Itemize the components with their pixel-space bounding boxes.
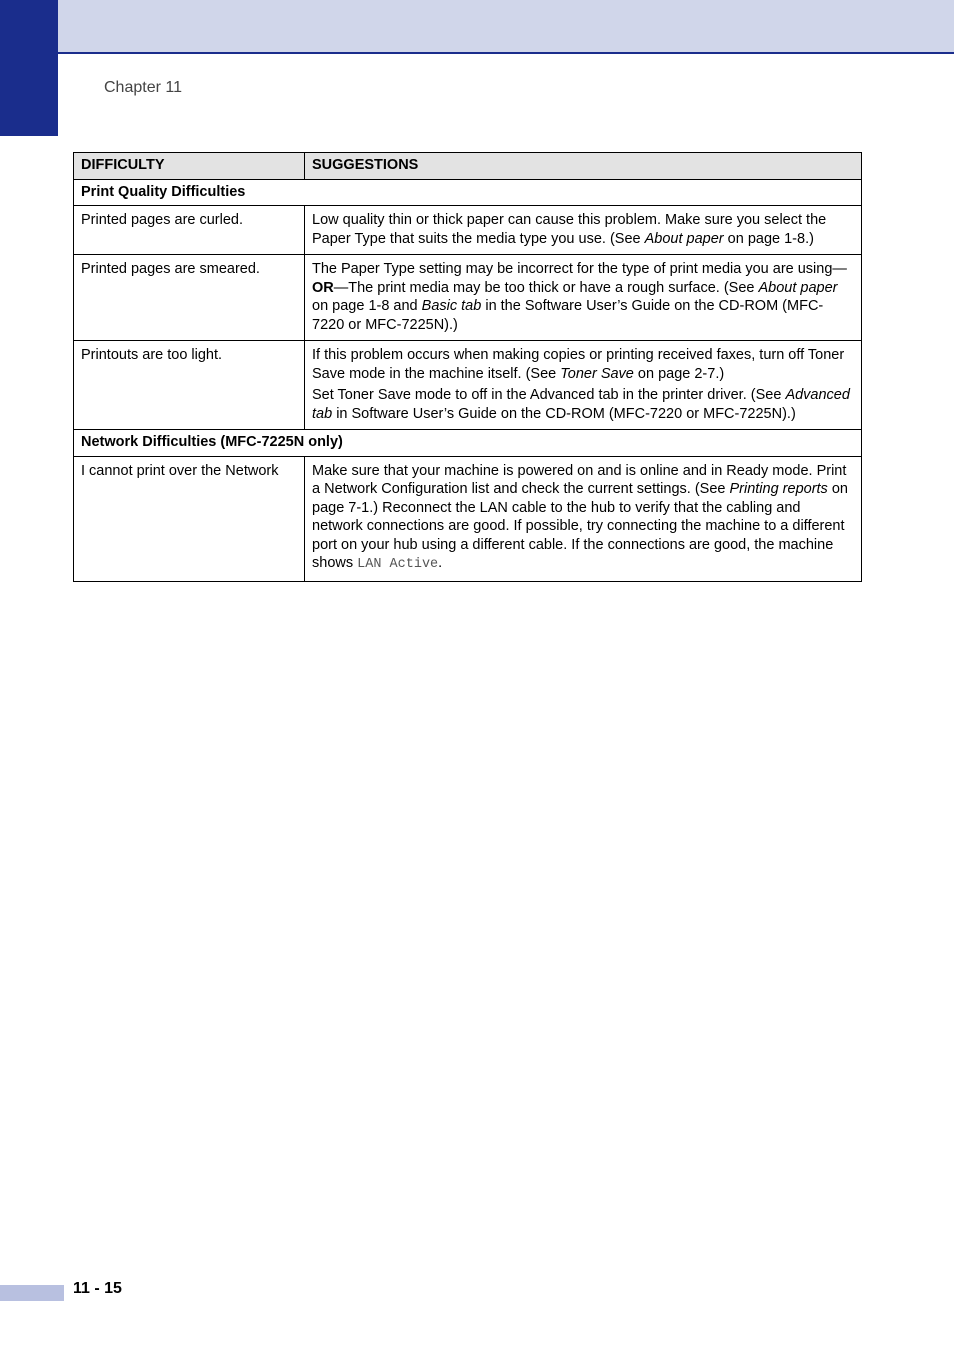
header-suggestions: SUGGESTIONS (305, 153, 862, 180)
reference-link: Printing reports (729, 481, 828, 497)
suggestion-cell: The Paper Type setting may be incorrect for the type of print media you are using—OR—The print media may be too thick or have a rough surface. (See About paper on page 1-8 and Basic tab in the Software User’s Guide on the CD-ROM (MFC-7220 or MFC-7225N).) (305, 255, 862, 341)
suggestion-cell (305, 341, 862, 430)
difficulty-cell: I cannot print over the Network (74, 456, 305, 581)
section-network: Network Difficulties (MFC-7225N only) (74, 430, 862, 457)
table-row (74, 206, 862, 255)
difficulty-cell: Printouts are too light. (74, 341, 305, 430)
suggestion-paragraph: If this problem occurs when making copies or printing received faxes, turn off Toner Save mode in the machine itself. (See Toner Save on page 2-7.) (312, 347, 845, 382)
difficulty-cell: Printed pages are smeared. (74, 255, 305, 341)
suggestion-cell: Low quality thin or thick paper can cause this problem. Make sure you select the Paper Type that suits the media type you use. (See About paper on page 1-8.) (305, 206, 862, 255)
reference-link: Advanced tab (312, 387, 850, 422)
table-row (74, 456, 862, 581)
table-row (74, 341, 862, 430)
troubleshooting-table (73, 152, 862, 582)
section-row (74, 430, 862, 457)
section-row (74, 179, 862, 206)
difficulty-cell: Printed pages are curled. (74, 206, 305, 255)
reference-link: About paper (758, 279, 838, 296)
lcd-display-text: LAN Active (357, 557, 439, 572)
reference-link: Basic tab (421, 298, 482, 314)
header-band (58, 0, 954, 54)
reference-link: About paper (644, 230, 724, 247)
reference-link: Toner Save (560, 365, 634, 382)
or-emphasis: OR (312, 279, 334, 296)
suggestion-cell: Make sure that your machine is powered on and is online and in Ready mode. Print a Network Configuration list and check the current settings. (See Printing reports on page 7-1.) Reconnect the LAN cable to the hub to verify that the cabling and network connections are good. If possible, try connecting the machine to a different port on your hub using a different cable. If the connections are good, the machine shows LAN Active. (305, 456, 862, 581)
chapter-label: Chapter 11 (104, 79, 182, 96)
table-row (74, 255, 862, 341)
page-number: 11 - 15 (73, 1280, 122, 1297)
table-header-row (74, 153, 862, 180)
suggestion-paragraph: Set Toner Save mode to off in the Advanced tab in the printer driver. (See Advanced tab in Software User’s Guide on the CD-ROM (MFC-7220 or MFC-7225N).) (312, 387, 850, 422)
header-difficulty: DIFFICULTY (74, 153, 305, 180)
footer-bar (0, 1285, 64, 1301)
section-print-quality: Print Quality Difficulties (74, 179, 862, 206)
chapter-tab (0, 0, 58, 136)
